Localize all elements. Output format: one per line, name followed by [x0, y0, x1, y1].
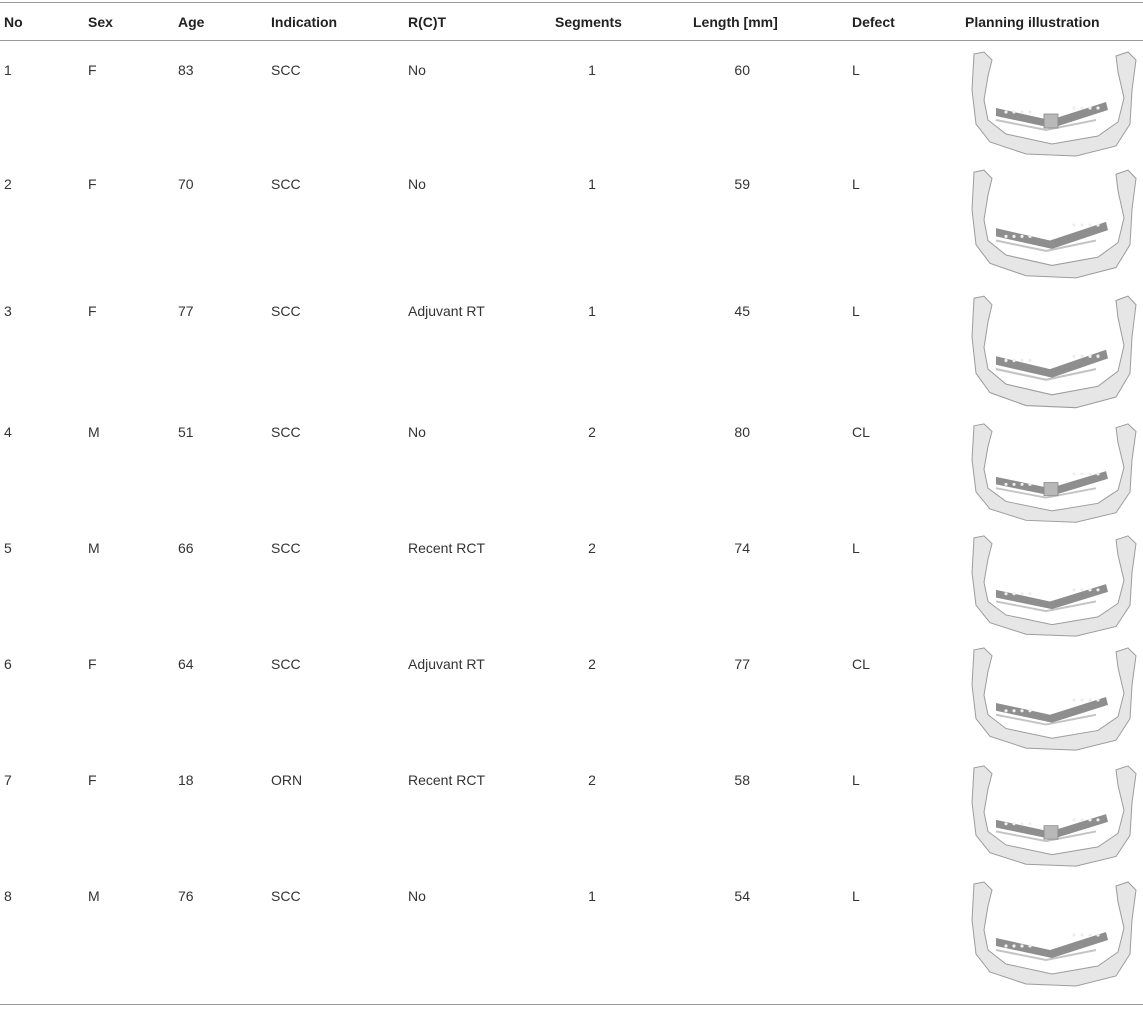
cell-defect: L	[852, 772, 860, 788]
header-age: Age	[178, 14, 205, 30]
table-bottom-rule	[0, 1004, 1143, 1005]
cell-no: 4	[4, 424, 12, 440]
cell-segments: 1	[588, 176, 596, 192]
cell-sex: F	[88, 62, 97, 78]
cell-length: 60	[734, 62, 750, 78]
cell-indication: SCC	[271, 540, 301, 556]
cell-sex: F	[88, 303, 97, 319]
cell-no: 5	[4, 540, 12, 556]
cell-rct: Recent RCT	[408, 540, 486, 556]
mandible-reconstruction-illustration	[966, 50, 1140, 160]
cell-indication: SCC	[271, 62, 301, 78]
cell-rct: No	[408, 424, 426, 440]
mandible-reconstruction-illustration	[966, 534, 1140, 640]
cell-no: 6	[4, 656, 12, 672]
table-header-rule	[0, 40, 1143, 41]
cell-rct: No	[408, 888, 426, 904]
cell-segments: 1	[588, 888, 596, 904]
header-length: Length [mm]	[693, 14, 778, 30]
cell-no: 8	[4, 888, 12, 904]
cell-sex: F	[88, 772, 97, 788]
cell-defect: L	[852, 176, 860, 192]
cell-indication: SCC	[271, 303, 301, 319]
cell-length: 80	[734, 424, 750, 440]
cell-defect: CL	[852, 424, 870, 440]
cell-no: 7	[4, 772, 12, 788]
cell-sex: F	[88, 176, 97, 192]
cell-length: 77	[734, 656, 750, 672]
cell-segments: 2	[588, 772, 596, 788]
cell-segments: 2	[588, 540, 596, 556]
cell-segments: 1	[588, 303, 596, 319]
header-indication: Indication	[271, 14, 338, 30]
cell-no: 1	[4, 62, 12, 78]
cell-rct: Adjuvant RT	[408, 656, 485, 672]
cell-defect: L	[852, 888, 860, 904]
cell-age: 64	[178, 656, 194, 672]
header-no: No	[4, 14, 23, 30]
cell-age: 77	[178, 303, 194, 319]
cell-age: 18	[178, 772, 194, 788]
cell-rct: Adjuvant RT	[408, 303, 485, 319]
cell-indication: SCC	[271, 888, 301, 904]
cell-rct: Recent RCT	[408, 772, 486, 788]
cell-length: 74	[734, 540, 750, 556]
cell-indication: ORN	[271, 772, 303, 788]
cell-indication: SCC	[271, 176, 301, 192]
cell-defect: CL	[852, 656, 870, 672]
cell-no: 2	[4, 176, 12, 192]
mandible-reconstruction-illustration	[966, 764, 1140, 870]
table-top-rule	[0, 2, 1143, 3]
cell-age: 76	[178, 888, 194, 904]
cell-defect: L	[852, 303, 860, 319]
header-segments: Segments	[555, 14, 622, 30]
mandible-reconstruction-illustration	[966, 294, 1140, 412]
cell-defect: L	[852, 62, 860, 78]
cell-length: 45	[734, 303, 750, 319]
cell-indication: SCC	[271, 656, 301, 672]
cell-age: 66	[178, 540, 194, 556]
cell-segments: 1	[588, 62, 596, 78]
header-sex: Sex	[88, 14, 113, 30]
cell-age: 51	[178, 424, 194, 440]
cell-sex: M	[88, 424, 100, 440]
cell-rct: No	[408, 176, 426, 192]
mandible-reconstruction-illustration	[966, 646, 1140, 754]
cell-defect: L	[852, 540, 860, 556]
header-planning-illustration: Planning illustration	[965, 14, 1100, 30]
header-rct: R(C)T	[408, 14, 447, 30]
mandible-reconstruction-illustration	[966, 422, 1140, 526]
cell-segments: 2	[588, 656, 596, 672]
cell-sex: M	[88, 888, 100, 904]
cell-segments: 2	[588, 424, 596, 440]
cell-age: 70	[178, 176, 194, 192]
cell-length: 59	[734, 176, 750, 192]
cell-sex: M	[88, 540, 100, 556]
header-defect: Defect	[852, 14, 895, 30]
cell-length: 54	[734, 888, 750, 904]
cell-rct: No	[408, 62, 426, 78]
cell-sex: F	[88, 656, 97, 672]
cell-age: 83	[178, 62, 194, 78]
mandible-reconstruction-illustration	[966, 880, 1140, 990]
cell-indication: SCC	[271, 424, 301, 440]
cell-no: 3	[4, 303, 12, 319]
mandible-reconstruction-illustration	[966, 168, 1140, 282]
cell-length: 58	[734, 772, 750, 788]
